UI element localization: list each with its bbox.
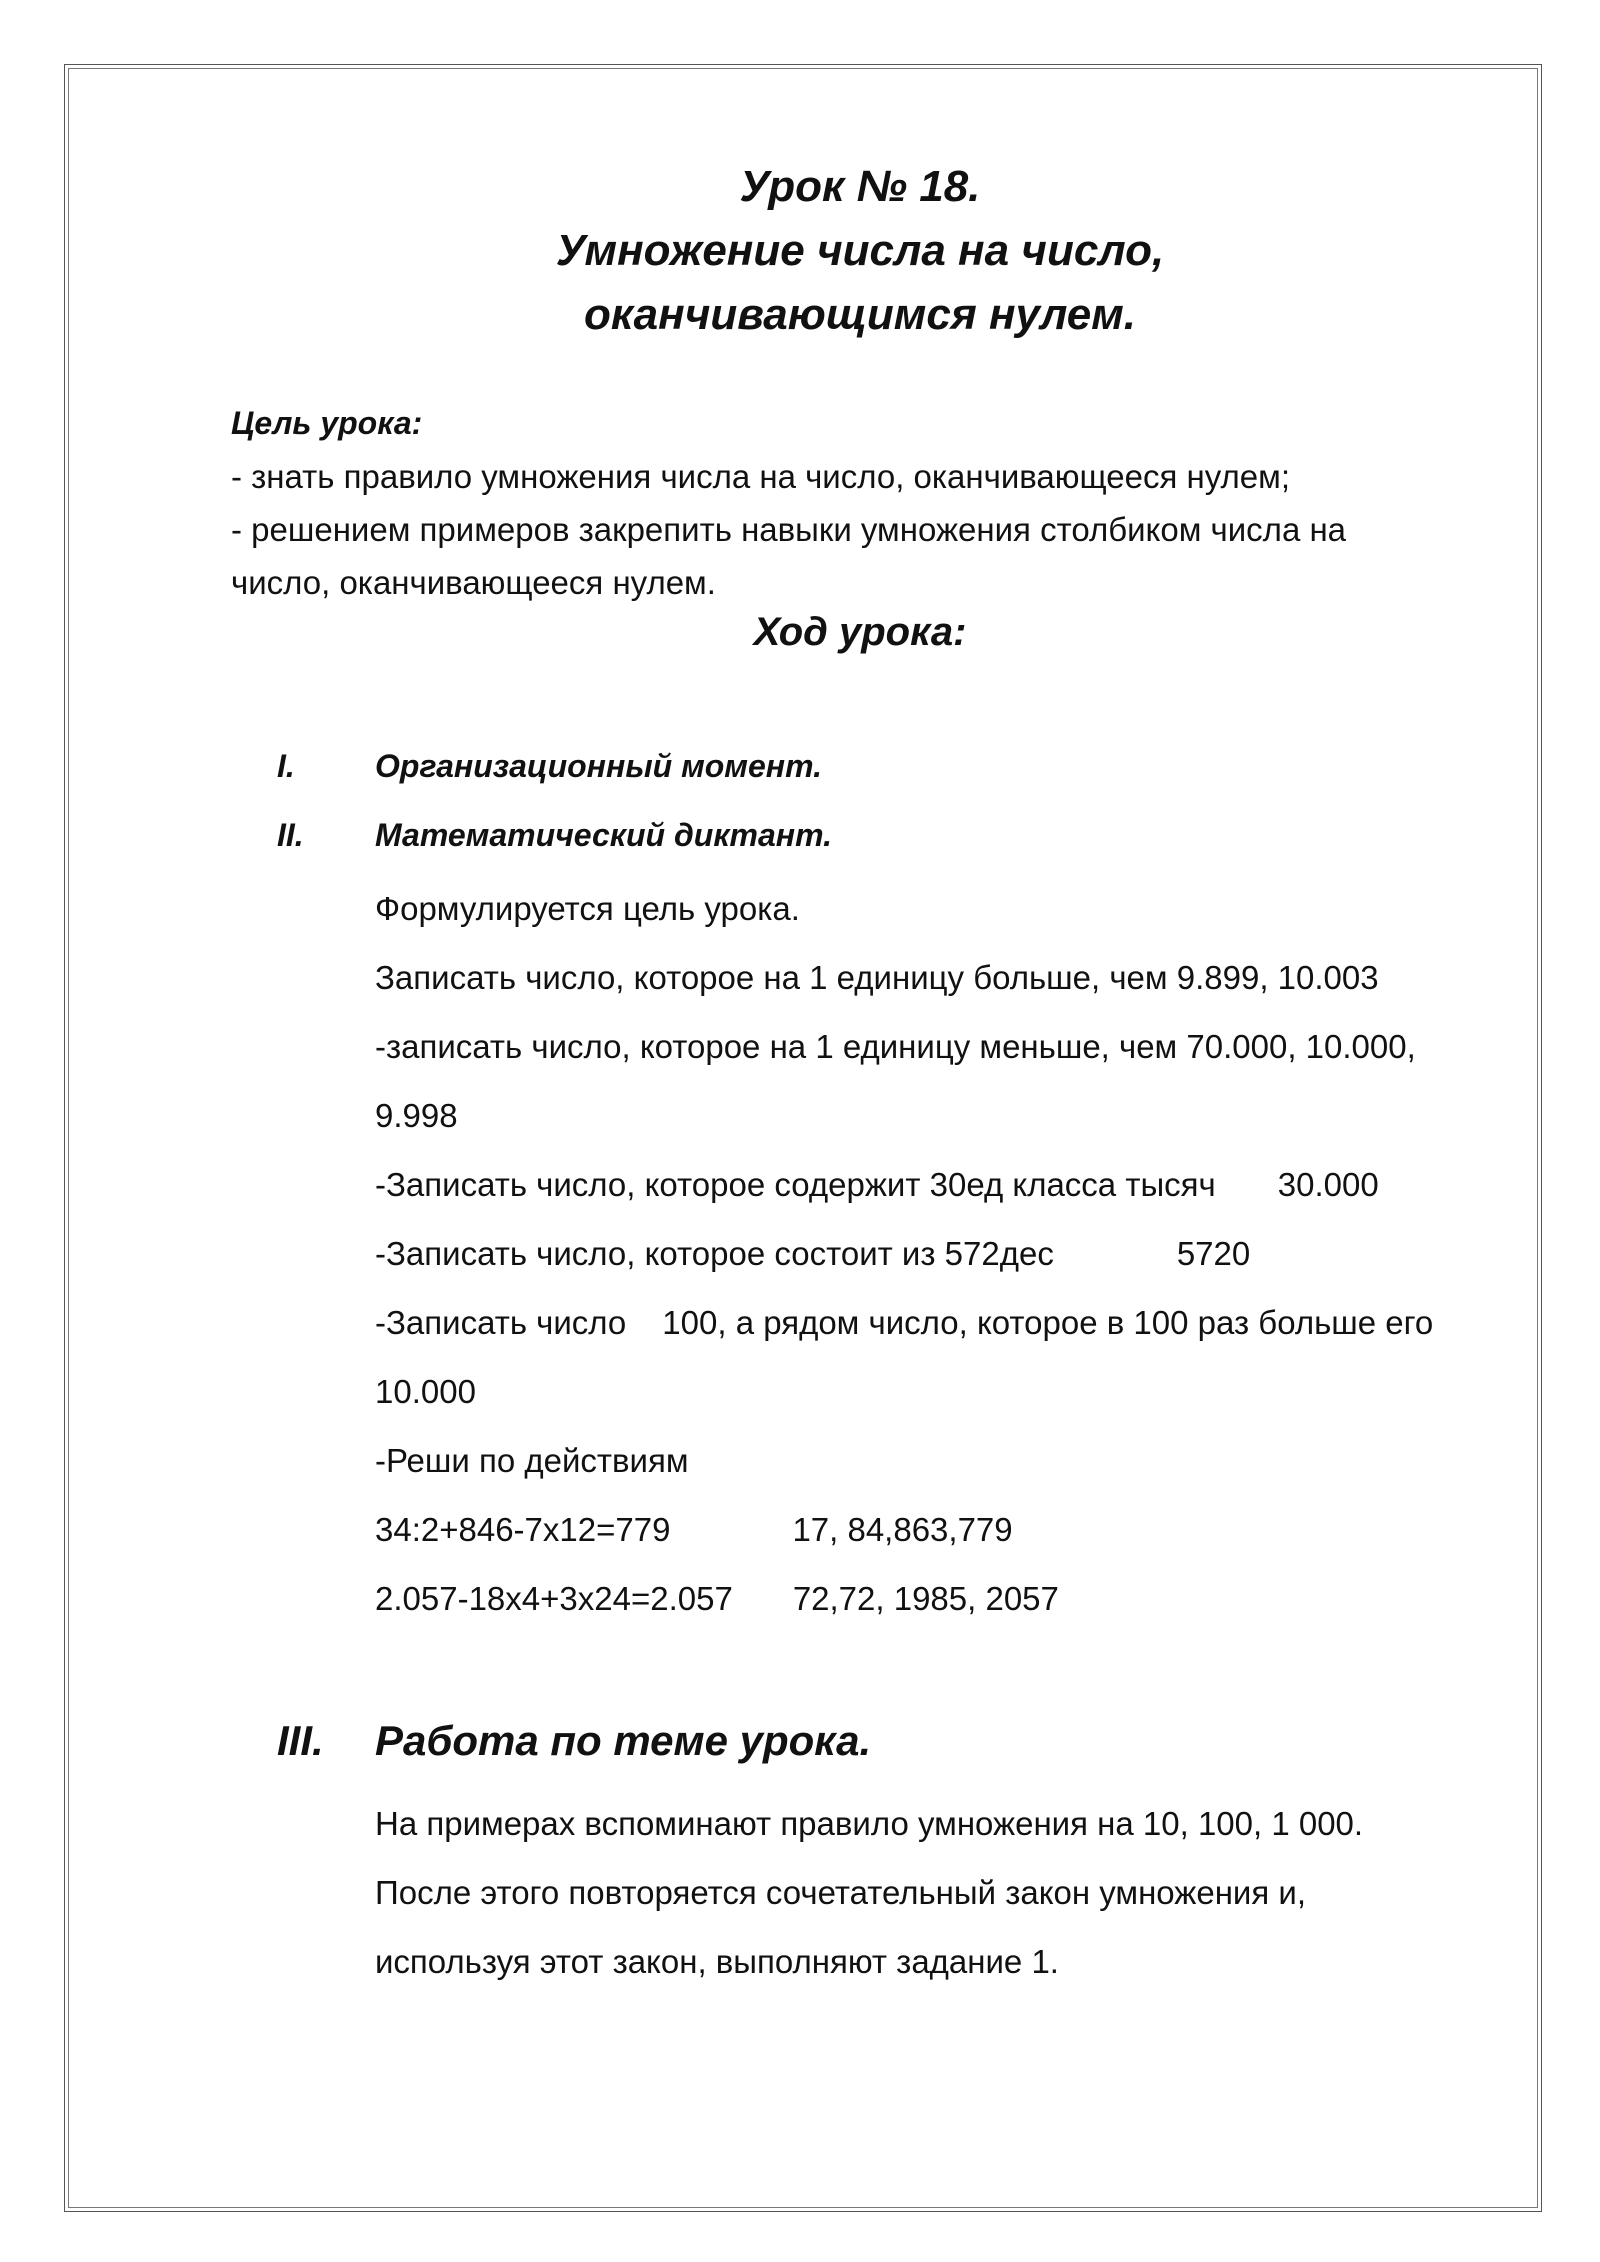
- text-line: После этого повторяется сочетательный закон умножения и,: [375, 1874, 1307, 1911]
- dictation-answer: 5720: [1176, 1235, 1251, 1272]
- dictation-answer: 30.000: [1277, 1166, 1379, 1203]
- dictation-task: -Записать число: [375, 1304, 627, 1341]
- expression: 2.057-18х4+3х24=2.057: [375, 1580, 733, 1617]
- goal-label: Цель урока:: [231, 405, 423, 441]
- goal-line-3: число, оканчивающееся нулем.: [231, 564, 716, 601]
- intermediate-results: 17, 84,863,779: [792, 1511, 1013, 1548]
- text-line: [375, 1495, 1495, 1564]
- text-line: -записать число, которое на 1 единицу меньше, чем 70.000, 10.000,: [375, 1028, 1416, 1065]
- section-1-heading: [277, 748, 1537, 785]
- text-line: Формулируется цель урока.: [375, 890, 800, 927]
- goal-line-1: - знать правило умножения числа на число, оканчивающееся нулем;: [231, 458, 1291, 495]
- section-3-number: III.: [277, 1717, 324, 1764]
- section-2-number: II.: [277, 817, 304, 853]
- lesson-progress-heading: Ход урока:: [753, 610, 967, 654]
- text-line: 10.000: [375, 1373, 476, 1410]
- section-3-body: [375, 1789, 1495, 1996]
- lesson-title: [330, 155, 1390, 347]
- text-line: -Реши по действиям: [375, 1442, 689, 1479]
- title-line-1: Урок № 18.: [739, 162, 981, 211]
- section-3-title: Работа по теме урока.: [375, 1717, 872, 1764]
- section-2-title: Математический диктант.: [375, 817, 833, 853]
- text-line: [375, 1288, 1495, 1357]
- expression: 34:2+846-7х12=779: [375, 1511, 671, 1548]
- text-line: [375, 1219, 1495, 1288]
- text-line: Записать число, которое на 1 единицу больше, чем 9.899, 10.003: [375, 959, 1379, 996]
- dictation-task: -Записать число, которое содержит 30ед класса тысяч: [375, 1166, 1216, 1203]
- section-3-heading: [277, 1717, 1537, 1765]
- title-line-2: Умножение числа на число,: [555, 226, 1165, 275]
- text-line: [375, 1564, 1495, 1633]
- text-line: На примерах вспоминают правило умножения на 10, 100, 1 000.: [375, 1805, 1364, 1842]
- section-2-body: [375, 874, 1495, 1633]
- text-line: [375, 1150, 1495, 1219]
- title-line-3: оканчивающимся нулем.: [583, 290, 1137, 339]
- text-line: 9.998: [375, 1097, 458, 1134]
- intermediate-results: 72,72, 1985, 2057: [792, 1580, 1059, 1617]
- lesson-goal: [231, 397, 1471, 609]
- section-2-heading: [277, 817, 1537, 854]
- text-line: используя этот закон, выполняют задание 1.: [375, 1943, 1059, 1980]
- goal-line-2: - решением примеров закрепить навыки умножения столбиком числа на: [231, 511, 1347, 548]
- dictation-task: -Записать число, которое состоит из 572дес: [375, 1235, 1054, 1272]
- section-1-title: Организационный момент.: [375, 748, 823, 784]
- dictation-task-continued: 100, а рядом число, которое в 100 раз больше его: [662, 1304, 1434, 1341]
- section-1-number: I.: [277, 748, 295, 784]
